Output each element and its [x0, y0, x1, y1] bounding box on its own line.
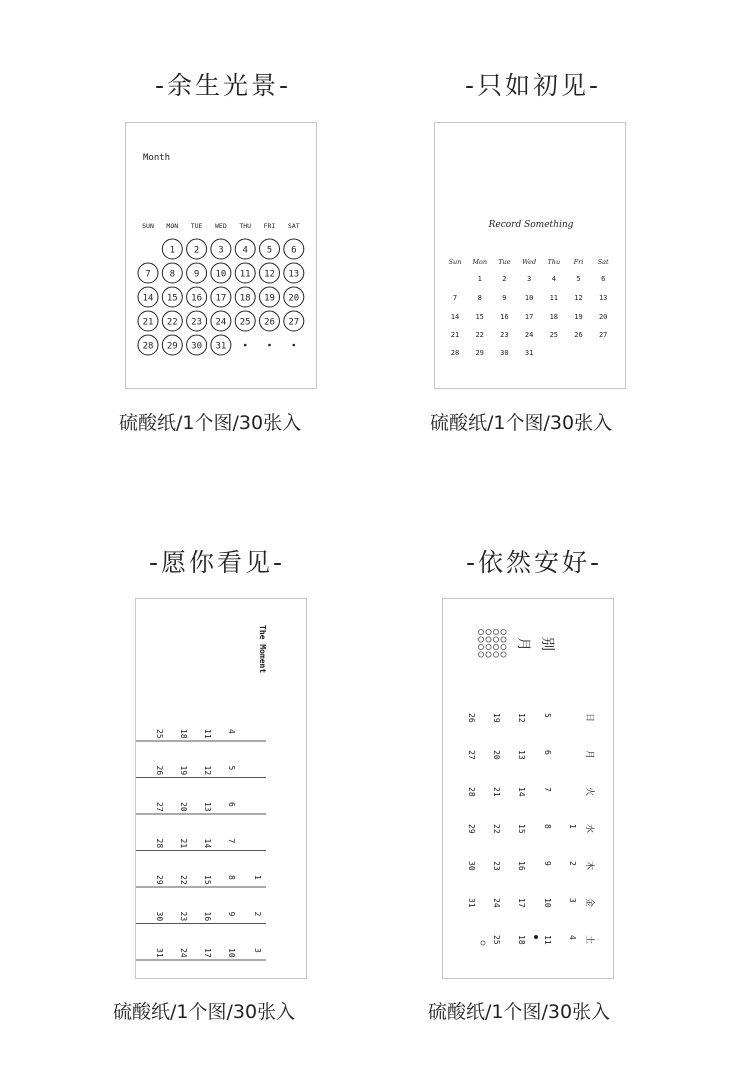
- day-number: 8: [227, 875, 236, 880]
- day-number: 13: [288, 269, 300, 280]
- day-number: 12: [574, 294, 583, 302]
- day-number: 10: [215, 269, 227, 280]
- panel-4-heading-b: 月: [515, 637, 531, 651]
- day-number: 1: [477, 275, 482, 283]
- day-number: 23: [500, 331, 509, 339]
- day-number: 4: [227, 729, 236, 734]
- day-number: 17: [215, 293, 227, 304]
- empty-dot: [244, 344, 247, 347]
- day-number: 12: [203, 765, 212, 776]
- day-number: 5: [227, 765, 236, 771]
- panel-4-caption: 硫酸纸/1个图/30张入: [428, 1001, 611, 1023]
- panel-4-heading-a: 别: [539, 637, 555, 651]
- day-number: 8: [169, 269, 176, 280]
- day-number: 24: [179, 948, 188, 958]
- day-number: 8: [477, 294, 482, 302]
- empty-dot: [293, 344, 296, 347]
- day-number: 21: [142, 317, 154, 328]
- day-number: 29: [475, 349, 484, 357]
- day-number: 29: [166, 341, 178, 352]
- day-number: 13: [203, 802, 212, 812]
- day-number: 7: [543, 787, 552, 792]
- day-number: 29: [467, 824, 476, 834]
- day-number: 28: [467, 787, 476, 797]
- panel-3-caption: 硫酸纸/1个图/30张入: [113, 1001, 296, 1023]
- day-number: 2: [253, 911, 262, 917]
- day-number: 14: [142, 293, 154, 304]
- panel-4-calendar-card: [442, 598, 614, 979]
- day-number: 17: [517, 898, 526, 908]
- panel-2-title: -只如初见-: [465, 71, 602, 100]
- day-number: 31: [467, 898, 476, 908]
- panel-3-calendar-card: [135, 598, 307, 979]
- day-number: 4: [242, 245, 248, 256]
- panel-4-title: -依然安好-: [466, 548, 603, 577]
- weekday-kanji: 金: [584, 898, 594, 908]
- day-number: 18: [239, 293, 251, 304]
- moon-phase-icon: [481, 941, 485, 945]
- day-number: 1: [169, 245, 176, 256]
- day-number: 26: [467, 713, 476, 723]
- day-number: 19: [574, 313, 583, 321]
- day-number: 2: [568, 861, 577, 866]
- day-number: 1: [253, 875, 262, 880]
- day-number: 28: [155, 838, 164, 849]
- day-number: 3: [568, 898, 577, 903]
- day-number: 23: [179, 911, 188, 922]
- panel-1-calendar: [126, 123, 316, 388]
- weekday-label: THU: [239, 222, 252, 230]
- day-number: 22: [492, 824, 501, 834]
- day-number: 29: [155, 875, 164, 885]
- day-number: 2: [502, 275, 507, 283]
- day-number: 26: [574, 331, 583, 339]
- day-number: 22: [179, 875, 188, 885]
- day-number: 27: [155, 802, 164, 812]
- day-number: 6: [543, 750, 552, 755]
- day-number: 28: [142, 341, 154, 352]
- day-number: 8: [543, 824, 552, 829]
- day-number: 12: [264, 269, 275, 280]
- day-number: 18: [517, 935, 526, 945]
- day-number: 16: [191, 293, 203, 304]
- day-number: 30: [467, 861, 476, 871]
- weekday-kanji: 日: [584, 713, 594, 723]
- day-number: 15: [166, 293, 178, 304]
- weekday-label: SAT: [287, 222, 300, 230]
- day-number: 5: [576, 275, 581, 283]
- weekday-label: Thu: [547, 258, 561, 266]
- panel-3-title: -愿你看见-: [149, 548, 286, 577]
- day-number: 20: [179, 802, 188, 812]
- day-number: 10: [524, 294, 534, 302]
- day-number: 18: [179, 729, 188, 739]
- day-number: 14: [517, 787, 526, 797]
- day-number: 27: [598, 331, 608, 339]
- day-number: 3: [253, 948, 262, 953]
- panel-2-calendar-card: [434, 122, 626, 389]
- day-number: 9: [543, 861, 552, 866]
- weekday-label: Fri: [573, 258, 584, 266]
- panel-3-calendar: [136, 599, 306, 978]
- day-number: 12: [517, 713, 526, 723]
- day-number: 15: [203, 875, 212, 885]
- empty-dot: [268, 344, 271, 347]
- day-number: 17: [524, 313, 534, 321]
- day-number: 24: [492, 898, 501, 908]
- day-number: 20: [492, 750, 501, 760]
- day-number: 25: [239, 317, 251, 328]
- day-number: 7: [145, 269, 151, 280]
- day-number: 4: [568, 935, 577, 940]
- day-number: 24: [215, 317, 227, 328]
- day-number: 10: [543, 898, 552, 908]
- day-number: 31: [524, 349, 534, 357]
- day-number: 30: [191, 341, 203, 352]
- dot-grid-icon: [478, 629, 506, 657]
- day-number: 10: [227, 948, 236, 958]
- day-number: 7: [227, 838, 236, 844]
- day-number: 23: [492, 861, 501, 871]
- day-number: 31: [215, 341, 227, 352]
- panel-1-month-label: Month: [143, 153, 171, 163]
- day-number: 21: [492, 787, 501, 797]
- day-number: 24: [524, 331, 534, 339]
- weekday-label: Sat: [597, 258, 609, 266]
- day-number: 3: [526, 275, 532, 283]
- day-number: 15: [517, 824, 526, 834]
- panel-1-title: -余生光景-: [155, 71, 292, 100]
- day-number: 4: [551, 275, 556, 283]
- weekday-label: SUN: [142, 222, 154, 230]
- day-number: 15: [475, 313, 484, 321]
- day-number: 30: [500, 349, 509, 357]
- day-number: 3: [218, 245, 224, 256]
- day-number: 11: [549, 294, 559, 302]
- day-number: 5: [266, 245, 273, 256]
- day-number: 22: [166, 317, 178, 328]
- day-number: 14: [450, 313, 460, 321]
- day-number: 11: [543, 935, 552, 945]
- day-number: 5: [543, 713, 552, 718]
- day-number: 6: [601, 275, 606, 283]
- day-number: 6: [227, 802, 236, 807]
- day-number: 13: [517, 750, 526, 760]
- day-number: 25: [155, 729, 164, 739]
- day-number: 9: [227, 911, 236, 917]
- panel-1-calendar-card: [125, 122, 317, 389]
- weekday-kanji: 火: [584, 787, 594, 797]
- day-number: 13: [598, 294, 608, 302]
- day-number: 18: [549, 313, 559, 321]
- day-number: 31: [155, 948, 164, 958]
- moon-phase-icon: [534, 935, 538, 939]
- day-number: 7: [452, 294, 458, 302]
- panel-2-caption: 硫酸纸/1个图/30张入: [430, 412, 613, 434]
- day-number: 11: [203, 729, 212, 739]
- day-number: 23: [191, 317, 203, 328]
- weekday-kanji: 水: [584, 824, 594, 834]
- weekday-label: TUE: [190, 222, 203, 230]
- day-number: 20: [598, 313, 608, 321]
- day-number: 25: [492, 935, 501, 945]
- weekday-label: Wed: [522, 258, 537, 266]
- day-number: 20: [288, 293, 300, 304]
- day-number: 30: [155, 911, 164, 922]
- panel-2-calendar: [435, 123, 625, 388]
- panel-1-caption: 硫酸纸/1个图/30张入: [119, 412, 302, 434]
- day-number: 11: [239, 269, 251, 280]
- day-number: 9: [193, 269, 200, 280]
- day-number: 21: [179, 838, 188, 849]
- weekday-label: MON: [166, 222, 179, 230]
- day-number: 21: [450, 331, 460, 339]
- day-number: 19: [179, 765, 188, 776]
- day-number: 1: [568, 824, 577, 829]
- day-number: 28: [450, 349, 460, 357]
- day-number: 14: [203, 838, 212, 849]
- day-number: 26: [155, 765, 164, 776]
- weekday-label: Tue: [498, 258, 511, 266]
- day-number: 26: [264, 317, 275, 328]
- day-number: 22: [475, 331, 484, 339]
- day-number: 9: [502, 294, 507, 302]
- weekday-kanji: 月: [584, 750, 594, 760]
- panel-2-heading: Record Something: [488, 220, 574, 230]
- day-number: 25: [549, 331, 559, 339]
- panel-3-heading: The Moment: [258, 625, 267, 674]
- weekday-kanji: 土: [584, 935, 594, 945]
- weekday-label: Sun: [448, 258, 462, 266]
- day-number: 19: [492, 713, 501, 723]
- day-number: 2: [193, 245, 200, 256]
- weekday-label: WED: [215, 222, 227, 230]
- day-number: 27: [467, 750, 476, 760]
- day-number: 17: [203, 948, 212, 958]
- day-number: 16: [500, 313, 509, 321]
- day-number: 16: [203, 911, 212, 922]
- weekday-kanji: 木: [584, 861, 594, 871]
- weekday-label: FRI: [263, 222, 276, 230]
- day-number: 19: [264, 293, 275, 304]
- day-number: 27: [288, 317, 300, 328]
- weekday-label: Mon: [472, 258, 488, 266]
- day-number: 6: [291, 245, 297, 256]
- day-number: 16: [517, 861, 526, 871]
- panel-4-calendar: [443, 599, 613, 978]
